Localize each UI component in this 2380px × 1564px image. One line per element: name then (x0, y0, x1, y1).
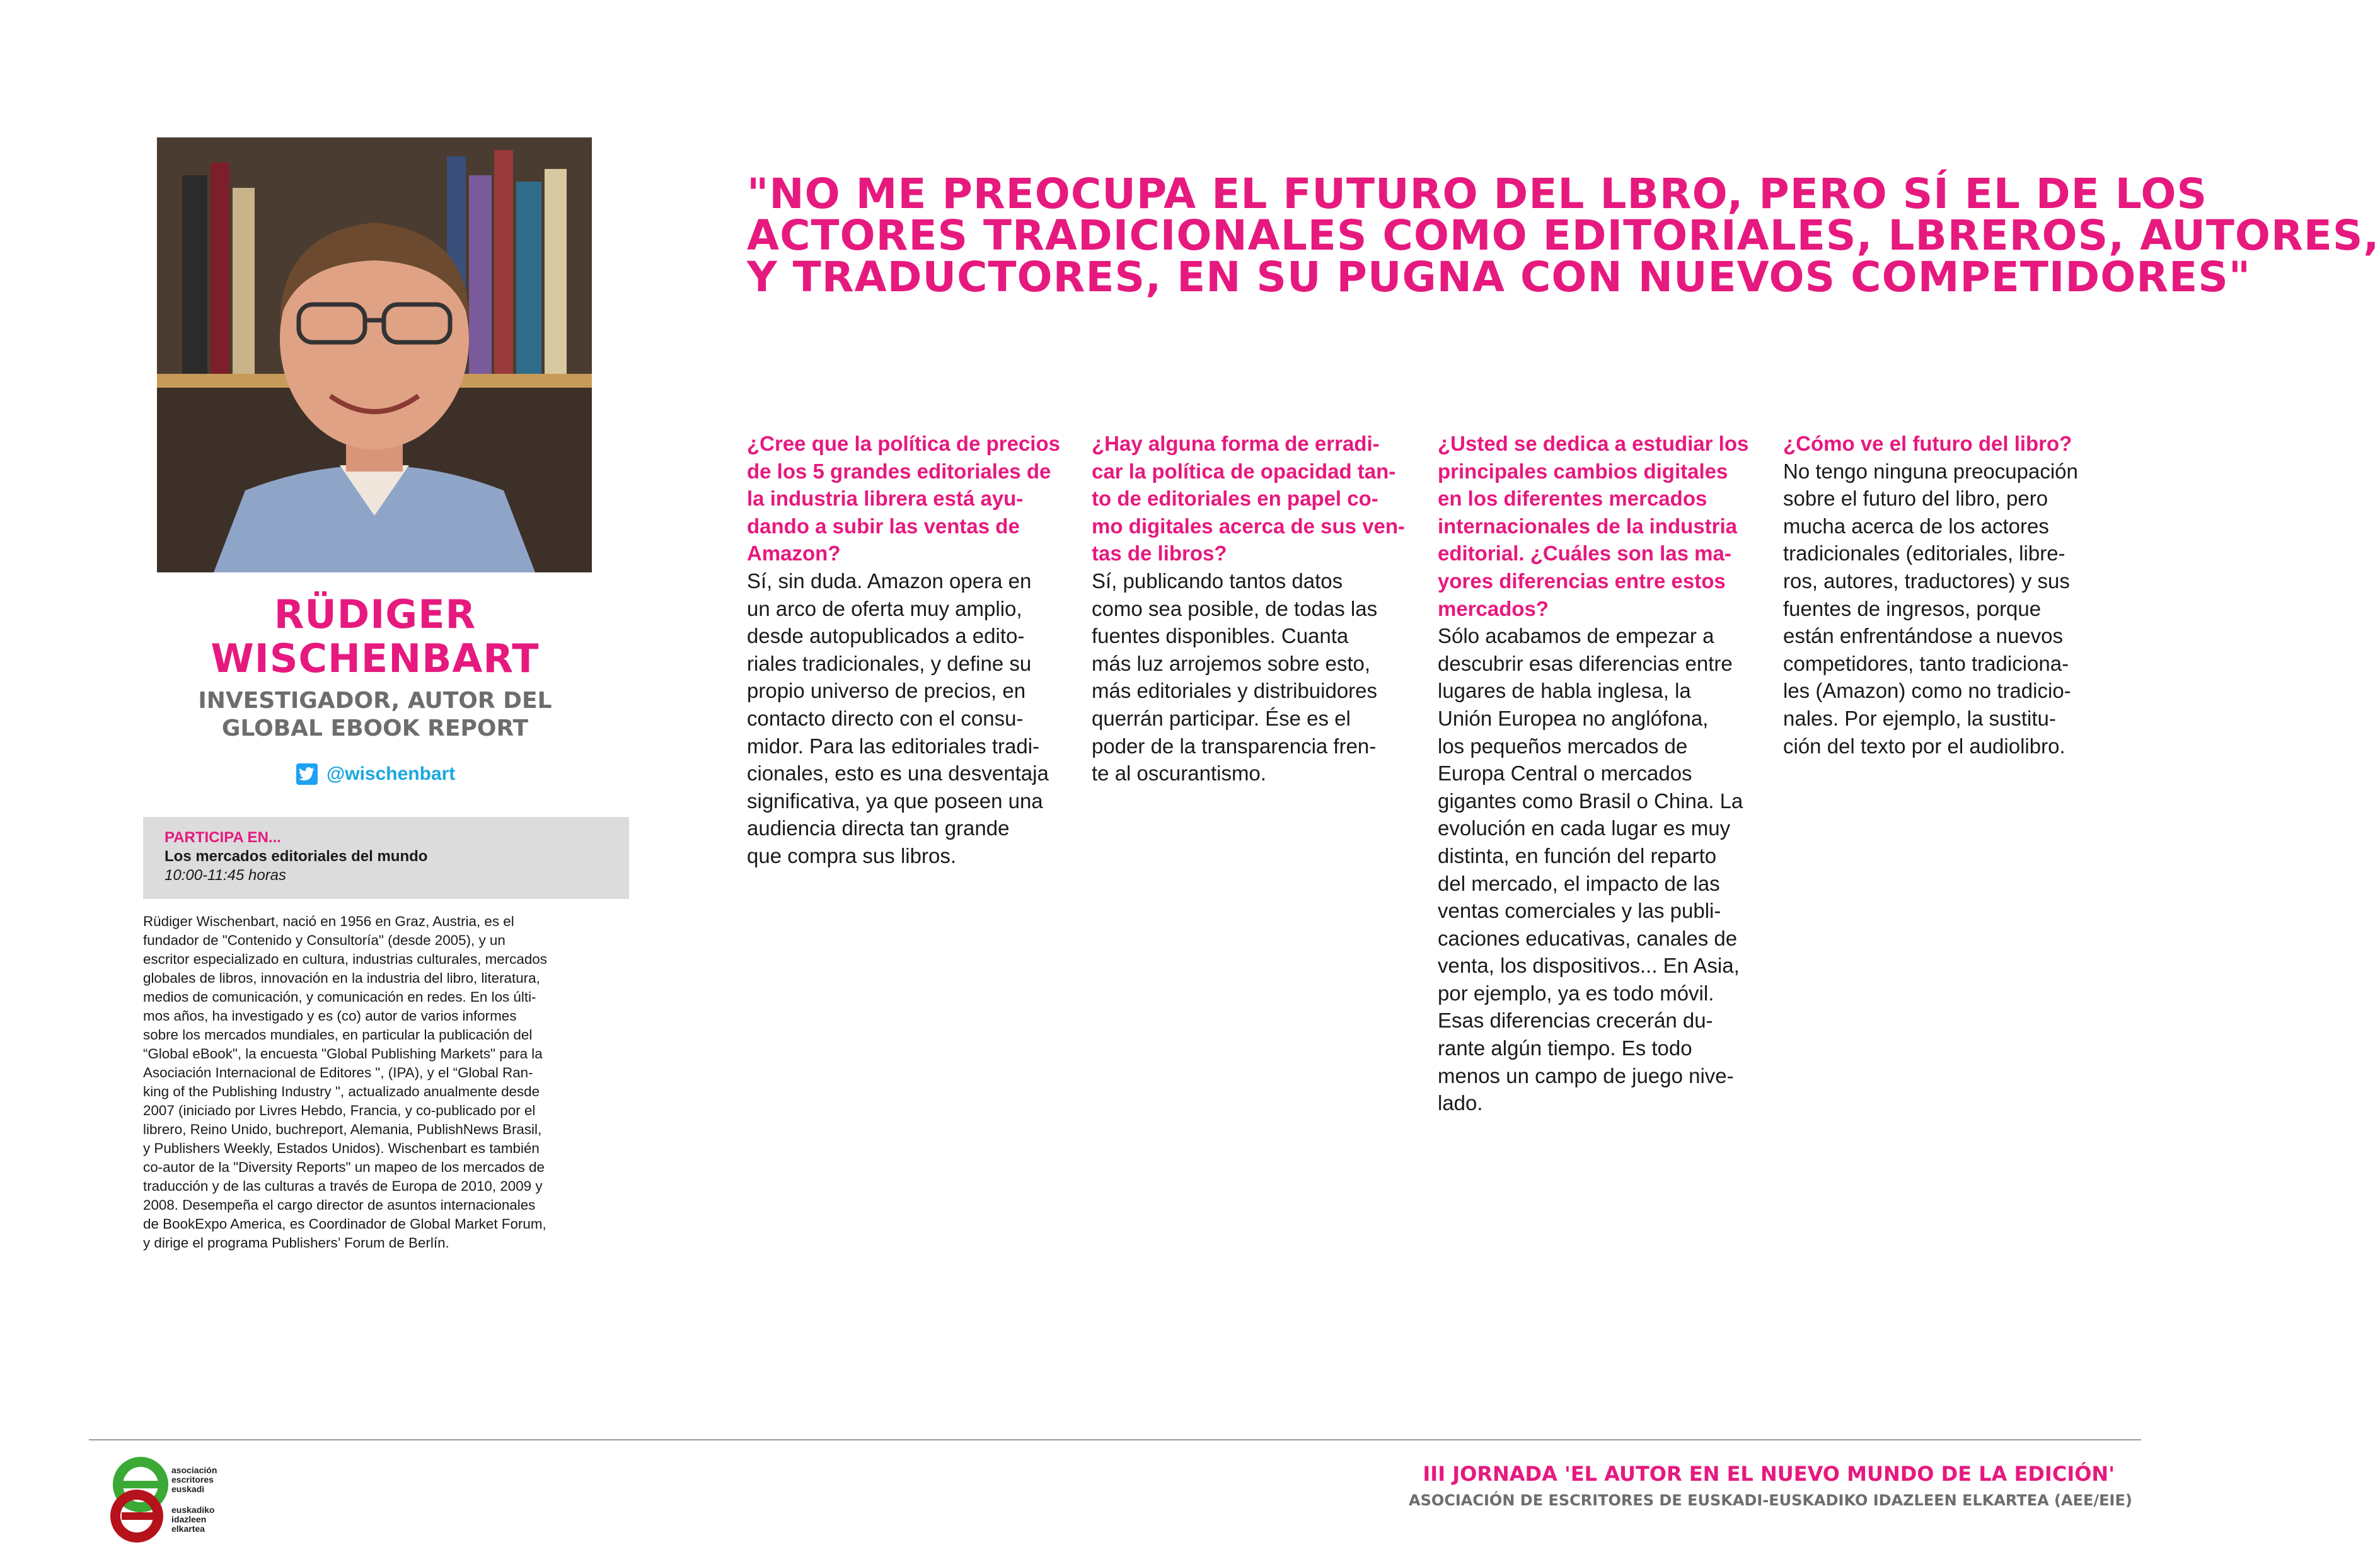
footer-divider (89, 1439, 2141, 1440)
twitter-handle[interactable]: @wischenbart (326, 763, 456, 784)
footer-title: III JORNADA 'EL AUTOR EN EL NUEVO MUNDO DE LA EDICIÓN' (1423, 1462, 2115, 1486)
answer-line: venta, los dispositivos... En Asia, (1438, 954, 1740, 978)
qa-column-2 (1092, 430, 1413, 787)
question-line: mo digitales acerca de sus ven- (1092, 514, 1406, 538)
bio-line: traducción y de las culturas a través de Europa de 2010, 2009 y (143, 1178, 543, 1194)
question-line: ¿Hay alguna forma de erradi- (1092, 432, 1380, 455)
answer-line: querrán participar. Ése es el (1092, 706, 1351, 730)
answer-line: poder de la transparencia fren- (1092, 734, 1377, 758)
answer-line: caciones educativas, canales de (1438, 926, 1738, 950)
answer-line: ventas comerciales y las publi- (1438, 899, 1721, 923)
answer-line: los pequeños mercados de (1438, 734, 1688, 758)
bio-line: y Publishers Weekly, Estados Unidos). Wischenbart es también (143, 1140, 540, 1156)
answer-line: ros, autores, traductores) y sus (1783, 569, 2070, 593)
answer-line: del mercado, el impacto de las (1438, 871, 1720, 895)
answer-line: riales tradicionales, y define su (747, 651, 1032, 675)
question-line: internacionales de la industria (1438, 514, 1737, 538)
bio-line: king of the Publishing Industry ", actualizado anualmente desde (143, 1084, 540, 1099)
session-title: Los mercados editoriales del mundo (165, 848, 428, 865)
answer-line: sobre el futuro del libro, pero (1783, 487, 2048, 511)
bio-line: fundador de "Contenido y Consultoría" (desde 2005), y un (143, 932, 505, 948)
answer-line: propio universo de precios, en (747, 679, 1026, 703)
answer-line: tradicionales (editoriales, libre- (1783, 542, 2065, 565)
bio-line: globales de libros, innovación en la industria del libro, literatura, (143, 970, 540, 986)
answer-line: significativa, ya que poseen una (747, 789, 1043, 813)
session-box (143, 817, 629, 899)
bio-line: 2007 (iniciado por Livres Hebdo, Francia, y co-publicado por el (143, 1103, 536, 1118)
question-line: ¿Cree que la política de precios (747, 432, 1060, 455)
question-line: editorial. ¿Cuáles son las ma- (1438, 542, 1731, 565)
answer-line: audiencia directa tan grande (747, 816, 1010, 840)
answer-line: por ejemplo, ya es todo móvil. (1438, 981, 1714, 1005)
headline-quote (747, 170, 2380, 301)
speaker-role-line1: INVESTIGADOR, AUTOR DEL (198, 688, 552, 714)
question-line: ¿Cómo ve el futuro del libro? (1783, 432, 2072, 455)
bio-line: y dirige el programa Publishers’ Forum de Berlín. (143, 1235, 449, 1251)
answer-line: descubrir esas diferencias entre (1438, 651, 1733, 675)
qa-column-3 (1438, 430, 1759, 1117)
question-line: dando a subir las ventas de (747, 514, 1020, 538)
answer-line: nales. Por ejemplo, la sustitu- (1783, 706, 2056, 730)
answer-line: más editoriales y distribuidores (1092, 679, 1378, 703)
answer-line: Esas diferencias crecerán du- (1438, 1009, 1713, 1033)
question-line: yores diferencias entre estos (1438, 569, 1726, 593)
answer-line: les (Amazon) como no tradicio- (1783, 679, 2071, 703)
quote-line: "NO ME PREOCUPA EL FUTURO DEL LBRO, PERO SÍ EL DE LOS (747, 170, 2208, 218)
question-line: Amazon? (747, 542, 841, 565)
bio-line: 2008. Desempeña el cargo director de asuntos internacionales (143, 1197, 536, 1213)
bio-line: “Global eBook", la encuesta "Global Publishing Markets" para la (143, 1046, 543, 1062)
bio-line: medios de comunicación, y comunicación en redes. En los últi- (143, 989, 536, 1005)
answer-line: Sí, sin duda. Amazon opera en (747, 569, 1032, 593)
answer-line: distinta, en función del reparto (1438, 843, 1717, 867)
answer-line: más luz arrojemos sobre esto, (1092, 651, 1371, 675)
session-time: 10:00-11:45 horas (165, 867, 287, 884)
speaker-role (158, 687, 592, 743)
answer-line: Sólo acabamos de empezar a (1438, 624, 1714, 648)
answer-line: un arco de oferta muy amplio, (747, 596, 1022, 620)
speaker-photo (157, 137, 592, 572)
speaker-role-line2: GLOBAL EBOOK REPORT (221, 715, 529, 741)
footer-subtitle: ASOCIACIÓN DE ESCRITORES DE EUSKADI-EUSKADIKO IDAZLEEN ELKARTEA (AEE/EIE) (1409, 1492, 2132, 1509)
answer-line: están enfrentándose a nuevos (1783, 624, 2064, 648)
answer-line: te al oscurantismo. (1092, 762, 1266, 785)
question-line: mercados? (1438, 596, 1549, 620)
bio-line: escritor especializado en cultura, industrias culturales, mercados (143, 951, 547, 967)
answer-line: ción del texto por el audiolibro. (1783, 734, 2065, 758)
logo-text-es: asociación escritores euskadi (171, 1465, 217, 1494)
twitter-link[interactable] (296, 762, 455, 787)
answer-line: Europa Central o mercados (1438, 762, 1692, 785)
answer-line: rante algún tiempo. Es todo (1438, 1036, 1692, 1060)
question-line: car la política de opacidad tan- (1092, 459, 1396, 483)
answer-line: No tengo ninguna preocupación (1783, 459, 2078, 483)
answer-line: midor. Para las editoriales tradi- (747, 734, 1040, 758)
bio-line: de BookExpo America, es Coordinador de Global Market Forum, (143, 1216, 546, 1232)
answer-line: desde autopublicados a edito- (747, 624, 1025, 648)
qa-column-1 (747, 430, 1068, 870)
answer-line: que compra sus libros. (747, 843, 956, 867)
bio-line: Rüdiger Wischenbart, nació en 1956 en Graz, Austria, es el (143, 913, 514, 929)
quote-line: ACTORES TRADICIONALES COMO EDITORIALES, LBREROS, AUTORES, (747, 211, 2380, 260)
bio-line: sobre los mercados mundiales, en particular la publicación del (143, 1027, 533, 1043)
answer-line: mucha acerca de los actores (1783, 514, 2049, 538)
question-line: la industria librera está ayu- (747, 487, 1024, 511)
session-label: PARTICIPA EN... (165, 829, 281, 846)
answer-line: lado. (1438, 1091, 1483, 1115)
twitter-icon (296, 763, 318, 785)
answer-line: como sea posible, de todas las (1092, 596, 1378, 620)
speaker-name-line2: WISCHENBART (211, 635, 540, 681)
bio-line: Asociación Internacional de Editores ", (IPA), y el “Global Ran- (143, 1065, 533, 1080)
answer-line: Sí, publicando tantos datos (1092, 569, 1343, 593)
speaker-name-line1: RÜDIGER (274, 591, 477, 637)
speaker-bio (143, 912, 635, 1253)
bio-line: mos años, ha investigado y es (co) autor de varios informes (143, 1008, 517, 1024)
logo-text-eu: euskadiko idazleen elkartea (171, 1505, 215, 1534)
answer-line: lugares de habla inglesa, la (1438, 679, 1691, 703)
question-line: to de editoriales en papel co- (1092, 487, 1378, 511)
answer-line: cionales, esto es una desventaja (747, 762, 1049, 785)
speaker-name (158, 593, 592, 681)
answer-line: gigantes como Brasil o China. La (1438, 789, 1743, 813)
qa-column-4 (1783, 430, 2105, 760)
question-line: principales cambios digitales (1438, 459, 1728, 483)
answer-line: contacto directo con el consu- (747, 706, 1024, 730)
quote-line: Y TRADUCTORES, EN SU PUGNA CON NUEVOS COMPETIDORES" (747, 253, 2251, 301)
answer-line: evolución en cada lugar es muy (1438, 816, 1731, 840)
question-line: en los diferentes mercados (1438, 487, 1707, 511)
answer-line: fuentes disponibles. Cuanta (1092, 624, 1349, 648)
question-line: tas de libros? (1092, 542, 1227, 565)
answer-line: fuentes de ingresos, porque (1783, 596, 2042, 620)
bio-line: librero, Reino Unido, buchreport, Alemania, PublishNews Brasil, (143, 1121, 542, 1137)
question-line: de los 5 grandes editoriales de (747, 459, 1051, 483)
answer-line: competidores, tanto tradiciona- (1783, 651, 2069, 675)
bio-line: co-autor de la "Diversity Reports" un mapeo de los mercados de (143, 1159, 545, 1175)
answer-line: menos un campo de juego nive- (1438, 1063, 1734, 1087)
answer-line: Unión Europea no anglófona, (1438, 706, 1709, 730)
question-line: ¿Usted se dedica a estudiar los (1438, 432, 1749, 455)
